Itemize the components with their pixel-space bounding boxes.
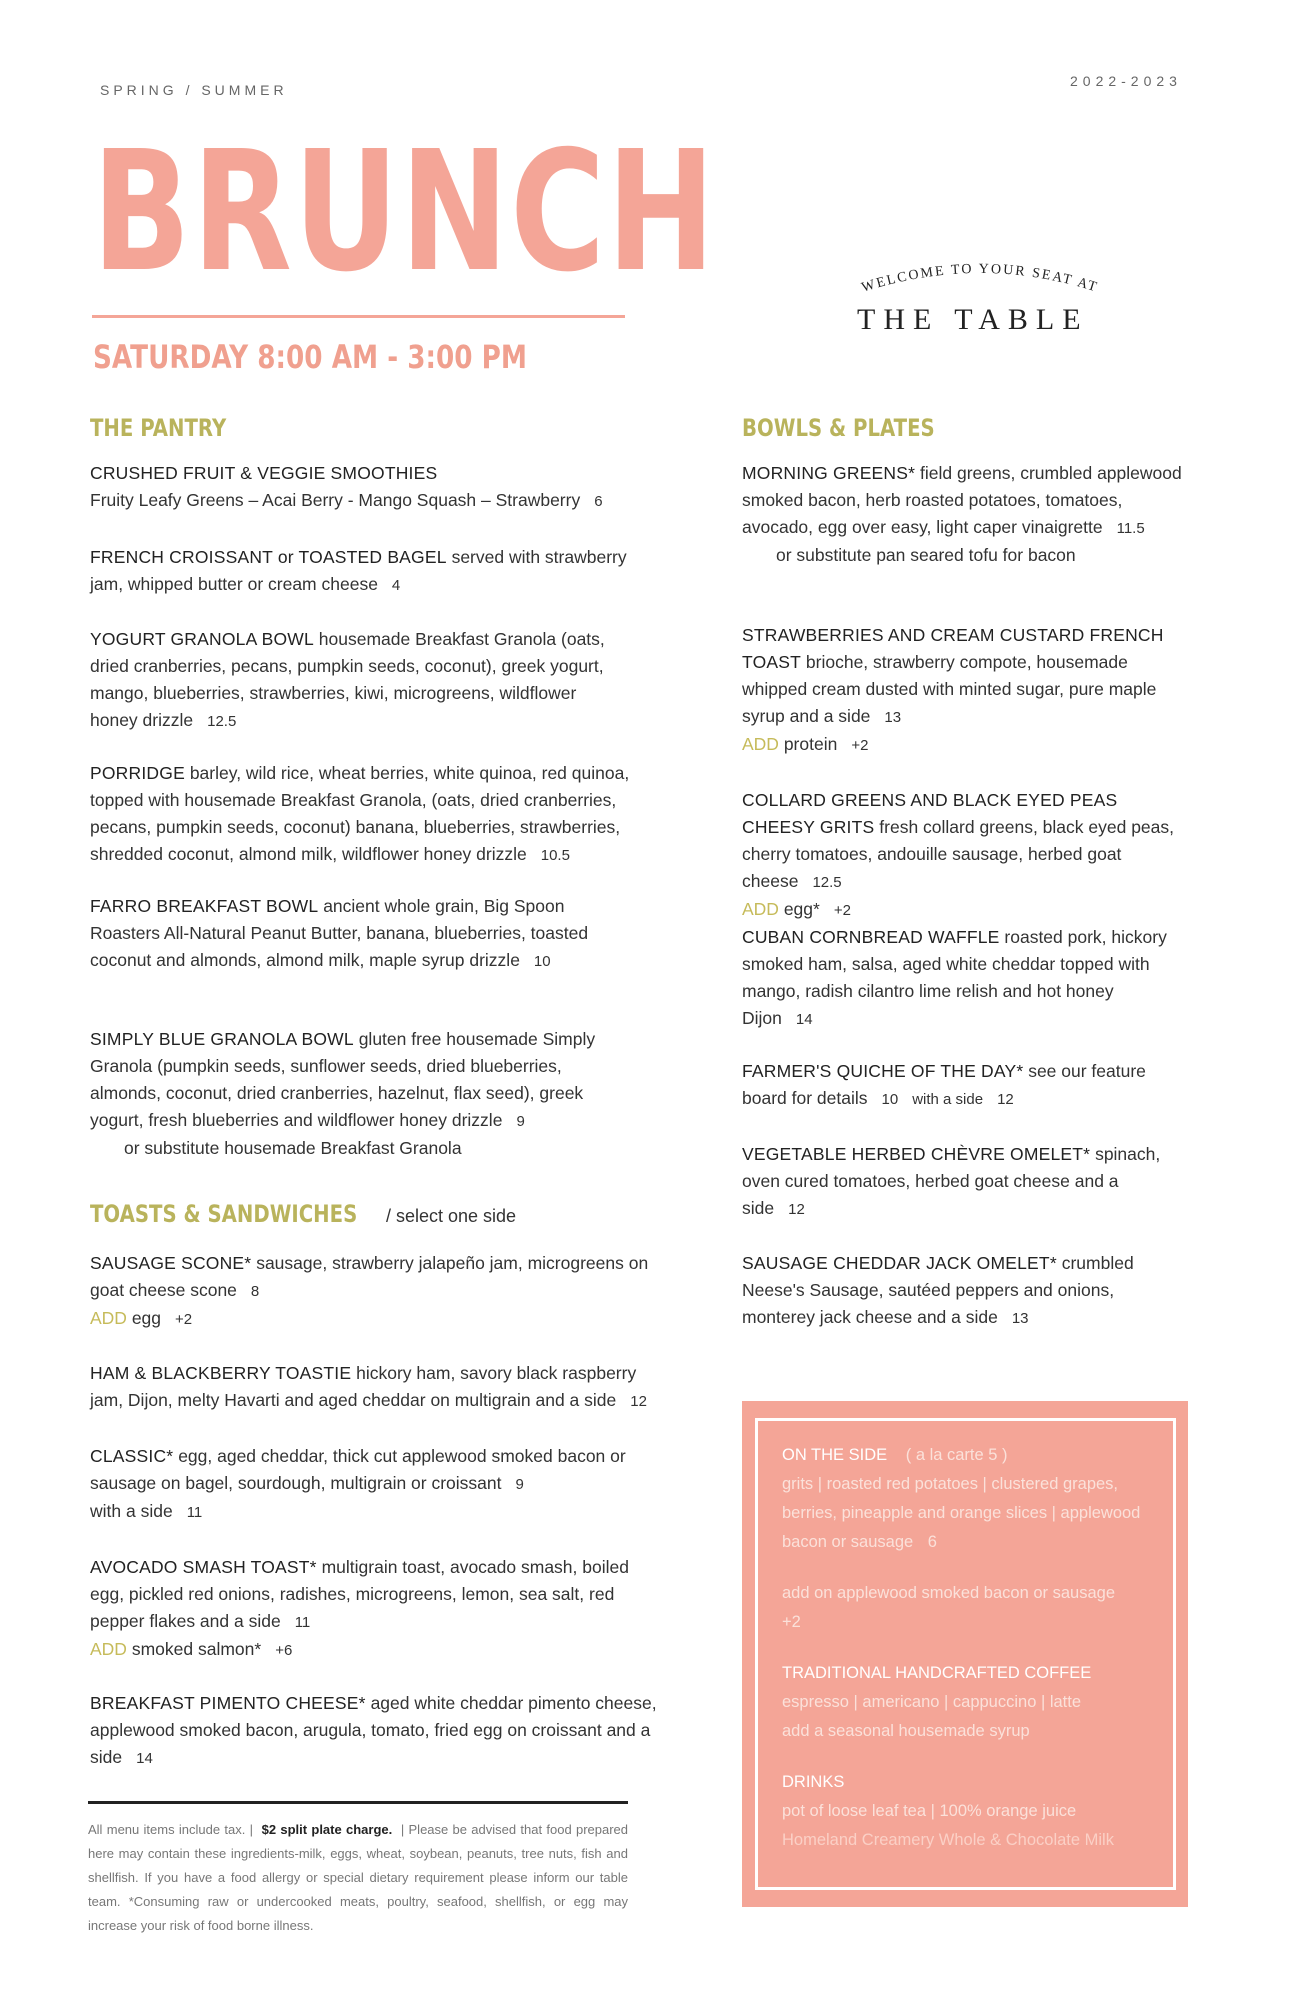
menu-item: FRENCH CROISSANT or TOASTED BAGEL served with strawberry jam, whipped butter or cream cheese 4: [90, 547, 627, 594]
on-the-side-block: [782, 1441, 1162, 1557]
menu-item: CRUSHED FRUIT & VEGGIE SMOOTHIES Fruity Leafy Greens – Acai Berry - Mango Squash – Strawberry 6: [90, 463, 603, 510]
menu-item: SIMPLY BLUE GRANOLA BOWL gluten free housemade Simply Granola (pumpkin seeds, sunflower seeds, dried blueberries, almonds, coconut, dried cranberries, hazelnut, flax seed), greek yogurt, fresh blueberries and wildflower honey drizzle 9 or substitute housemade Breakfast Granola: [90, 1029, 596, 1158]
on-the-side-items: grits | roasted red potatoes | clustered grapes, berries, pineapple and orange slices | applewood bacon or sausage: [782, 1475, 1141, 1551]
on-the-side-title: ON THE SIDE: [782, 1446, 888, 1464]
page-title: BRUNCH: [92, 116, 717, 309]
sides-drinks-panel: [742, 1401, 1188, 1907]
footer-divider: [88, 1801, 628, 1804]
title-divider: [92, 315, 625, 318]
menu-item: VEGETABLE HERBED CHÈVRE OMELET* spinach, oven cured tomatoes, herbed goat cheese and a side 12: [742, 1144, 1161, 1218]
svg-text:WELCOME TO YOUR SEAT AT: [860, 262, 1100, 296]
addon-text: add on applewood smoked bacon or sausage: [782, 1584, 1115, 1602]
drinks-items: pot of loose leaf tea | 100% orange juice: [782, 1802, 1077, 1820]
menu-item: YOGURT GRANOLA BOWL housemade Breakfast Granola (oats, dried cranberries, pecans, pumpkin seeds, coconut), greek yogurt, mango, blueberries, strawberries, kiwi, microgreens, wildflower honey drizzle 12.5: [90, 629, 605, 730]
drinks-block: [782, 1768, 1162, 1855]
menu-item: SAUSAGE SCONE* sausage, strawberry jalapeño jam, microgreens on goat cheese scone 8 ADD egg +2: [90, 1253, 649, 1328]
coffee-extra: add a seasonal housemade syrup: [782, 1722, 1030, 1740]
menu-item: COLLARD GREENS AND BLACK EYED PEAS CHEESY GRITS fresh collard greens, black eyed peas, cherry tomatoes, andouille sausage, herbed goat cheese 12.5 ADD egg* +2: [742, 790, 1175, 919]
welcome-arc: [850, 248, 1110, 308]
section-title-pantry: THE PANTRY: [90, 414, 227, 442]
hours-label: SATURDAY 8:00 AM - 3:00 PM: [93, 338, 528, 376]
menu-item: HAM & BLACKBERRY TOASTIE hickory ham, savory black raspberry jam, Dijon, melty Havarti and aged cheddar on multigrain and a side 12: [90, 1363, 647, 1410]
on-the-side-note: ( a la carte 5 ): [905, 1446, 1008, 1464]
menu-item: MORNING GREENS* field greens, crumbled applewood smoked bacon, herb roasted potatoes, tomatoes, avocado, egg over easy, light caper vinaigrette 11.5 or substitute pan seared tofu for bacon: [742, 463, 1182, 565]
menu-item: FARMER'S QUICHE OF THE DAY* see our feature board for details 10 with a side 12: [742, 1061, 1146, 1108]
menu-item: FARRO BREAKFAST BOWL ancient whole grain, Big Spoon Roasters All-Natural Peanut Butter, banana, blueberries, toasted coconut and almonds, almond milk, maple syrup drizzle 10: [90, 896, 589, 970]
coffee-block: [782, 1659, 1162, 1746]
menu-item: CLASSIC* egg, aged cheddar, thick cut applewood smoked bacon or sausage on bagel, sourdough, multigrain or croissant 9 with a side 11: [90, 1446, 626, 1521]
menu-item: PORRIDGE barley, wild rice, wheat berries, white quinoa, red quinoa, topped with housemade Breakfast Granola, (oats, dried cranberries, pecans, pumpkin seeds, coconut) banana, blueberries, strawberries, shredded coconut, almond milk, wildflower honey drizzle 10.5: [90, 763, 630, 864]
brand-name: THE TABLE: [857, 303, 1089, 336]
menu-item: CUBAN CORNBREAD WAFFLE roasted pork, hickory smoked ham, salsa, aged white cheddar topped with mango, radish cilantro lime relish and hot honey Dijon 14: [742, 927, 1167, 1028]
welcome-text: WELCOME TO YOUR SEAT AT: [859, 261, 1101, 296]
menu-item: BREAKFAST PIMENTO CHEESE* aged white cheddar pimento cheese, applewood smoked bacon, arugula, tomato, fried egg on croissant and a side 14: [90, 1693, 657, 1767]
menu-item: AVOCADO SMASH TOAST* multigrain toast, avocado smash, boiled egg, pickled red onions, radishes, microgreens, lemon, sea salt, red pepper flakes and a side 11 ADD smoked salmon* +6: [90, 1557, 629, 1659]
menu-item: SAUSAGE CHEDDAR JACK OMELET* crumbled Neese's Sausage, sautéed peppers and onions, monterey jack cheese and a side 13: [742, 1253, 1134, 1327]
section-header-toasts: [90, 1200, 655, 1228]
section-title-toasts: TOASTS & SANDWICHES: [90, 1200, 358, 1228]
coffee-items: espresso | americano | cappuccino | latte: [782, 1693, 1082, 1711]
years-label: 2022-2023: [1070, 73, 1182, 89]
season-label: SPRING / SUMMER: [100, 82, 288, 98]
section-note: / select one side: [385, 1206, 517, 1226]
menu-item: STRAWBERRIES AND CREAM CUSTARD FRENCH TOAST brioche, strawberry compote, housemade whipped cream dusted with minted sugar, pure maple syrup and a side 13 ADD protein +2: [742, 625, 1164, 754]
drinks-extra: Homeland Creamery Whole & Chocolate Milk: [782, 1831, 1114, 1849]
footer-disclaimer: All menu items include tax. | $2 split plate charge. | Please be advised that food prepared here may contain these ingredients-milk, eggs, wheat, soybean, peanuts, tree nuts, fish and shellfish. If you have a food allergy or special dietary requirement please inform our table team. *Consuming raw or undercooked meats, poultry, seafood, shellfish, or egg may increase your risk of food borne illness.: [88, 1822, 628, 1933]
section-title-bowls: BOWLS & PLATES: [742, 414, 935, 442]
drinks-title: DRINKS: [782, 1773, 845, 1791]
panel-content: [782, 1441, 1162, 1855]
addon-price: +2: [782, 1613, 801, 1631]
addon-block: [782, 1579, 1162, 1637]
on-the-side-price: 6: [927, 1533, 937, 1551]
coffee-title: TRADITIONAL HANDCRAFTED COFFEE: [782, 1664, 1092, 1682]
